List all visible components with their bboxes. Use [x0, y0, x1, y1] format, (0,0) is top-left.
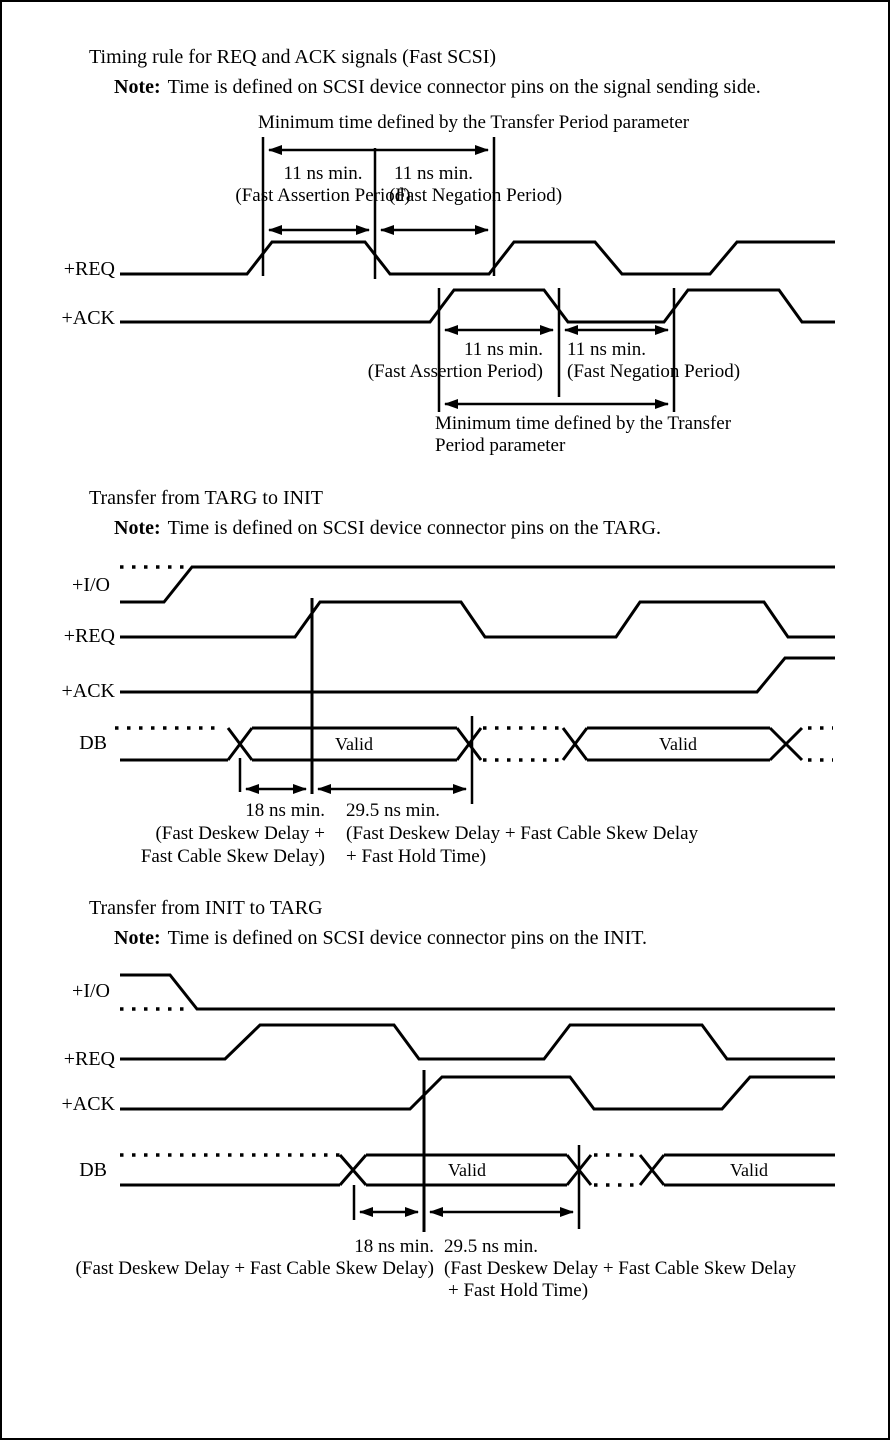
note-text: Time is defined on SCSI device connector pins on the TARG. — [167, 517, 661, 539]
d3-delay18-desc: (Fast Deskew Delay + Fast Cable Skew Delay) — [75, 1258, 434, 1279]
note-text: Time is defined on SCSI device connector pins on the signal sending side. — [167, 76, 761, 98]
d1-req-waveform — [120, 242, 835, 274]
d1-ack-assert-time: 11 ns min. — [464, 339, 543, 360]
d3-valid-label-2: Valid — [730, 1160, 768, 1180]
d1-req-negate-name: (Fast Negation Period) — [389, 185, 563, 206]
d1-ack-waveform — [120, 290, 835, 322]
d1-req-negate-time: 11 ns min. — [394, 163, 473, 184]
d3-req-waveform — [120, 1025, 835, 1059]
d1-req-assert-time: 11 ns min. — [283, 163, 363, 184]
section2-title: Transfer from TARG to INIT — [89, 487, 323, 509]
d1-transfer-period-label-bottom-2: Period parameter — [435, 435, 566, 456]
d2-valid-label-1: Valid — [335, 734, 373, 754]
d1-ack-negate-name: (Fast Negation Period) — [567, 361, 741, 382]
d2-delay295-desc-1: (Fast Deskew Delay + Fast Cable Skew Delay — [346, 823, 699, 844]
note-label: Note: — [114, 76, 161, 98]
d2-delay18-desc-2: Fast Cable Skew Delay) — [140, 846, 325, 867]
d2-delay18-time: 18 ns min. — [245, 800, 325, 821]
note-label: Note: — [114, 517, 161, 539]
d3-delay295-time: 29.5 ns min. — [444, 1236, 538, 1257]
d3-signal-label-ack: +ACK — [61, 1093, 115, 1115]
d3-signal-label-io: +I/O — [72, 980, 110, 1002]
d3-delay295-desc-2: + Fast Hold Time) — [448, 1280, 589, 1301]
d2-delay295-desc-2: + Fast Hold Time) — [346, 846, 487, 867]
note-text: Time is defined on SCSI device connector pins on the INIT. — [167, 927, 648, 949]
timing-diagrams-artwork — [2, 2, 888, 1438]
d1-req-assert-name: (Fast Assertion Period) — [235, 185, 411, 206]
d3-signal-label-db: DB — [79, 1159, 107, 1181]
d1-signal-label-ack: +ACK — [61, 307, 115, 329]
d2-signal-label-db: DB — [79, 732, 107, 754]
section3-title: Transfer from INIT to TARG — [89, 897, 323, 919]
d3-reference-lines — [354, 1070, 579, 1232]
d2-delay295-time: 29.5 ns min. — [346, 800, 440, 821]
section2-note — [114, 517, 661, 539]
d2-valid-label-2: Valid — [659, 734, 697, 754]
d1-transfer-period-label-bottom-1: Minimum time defined by the Transfer — [435, 413, 732, 434]
d2-delay18-desc-1: (Fast Deskew Delay + — [155, 823, 325, 844]
section1-note — [114, 76, 761, 98]
d2-signal-label-ack: +ACK — [61, 680, 115, 702]
d2-io-waveform — [120, 567, 835, 602]
d3-io-waveform — [120, 975, 835, 1009]
d2-req-waveform — [120, 602, 835, 637]
d2-db-bus — [115, 728, 833, 760]
d3-delay295-desc-1: (Fast Deskew Delay + Fast Cable Skew Delay — [444, 1258, 797, 1279]
d3-ack-waveform — [120, 1077, 835, 1109]
d2-reference-lines — [240, 598, 472, 804]
note-label: Note: — [114, 927, 161, 949]
d3-valid-label-1: Valid — [448, 1160, 486, 1180]
d2-signal-label-req: +REQ — [63, 625, 115, 647]
section1-title: Timing rule for REQ and ACK signals (Fast SCSI) — [89, 46, 497, 68]
section3-note — [114, 927, 647, 949]
d3-delay18-time: 18 ns min. — [354, 1236, 434, 1257]
d1-ack-negate-time: 11 ns min. — [567, 339, 646, 360]
d2-signal-label-io: +I/O — [72, 574, 110, 596]
d1-ack-assert-name: (Fast Assertion Period) — [367, 361, 543, 382]
d3-signal-label-req: +REQ — [63, 1048, 115, 1070]
d1-signal-label-req: +REQ — [63, 258, 115, 280]
d1-transfer-period-label-top: Minimum time defined by the Transfer Period parameter — [258, 112, 690, 133]
d2-ack-waveform — [120, 658, 835, 692]
